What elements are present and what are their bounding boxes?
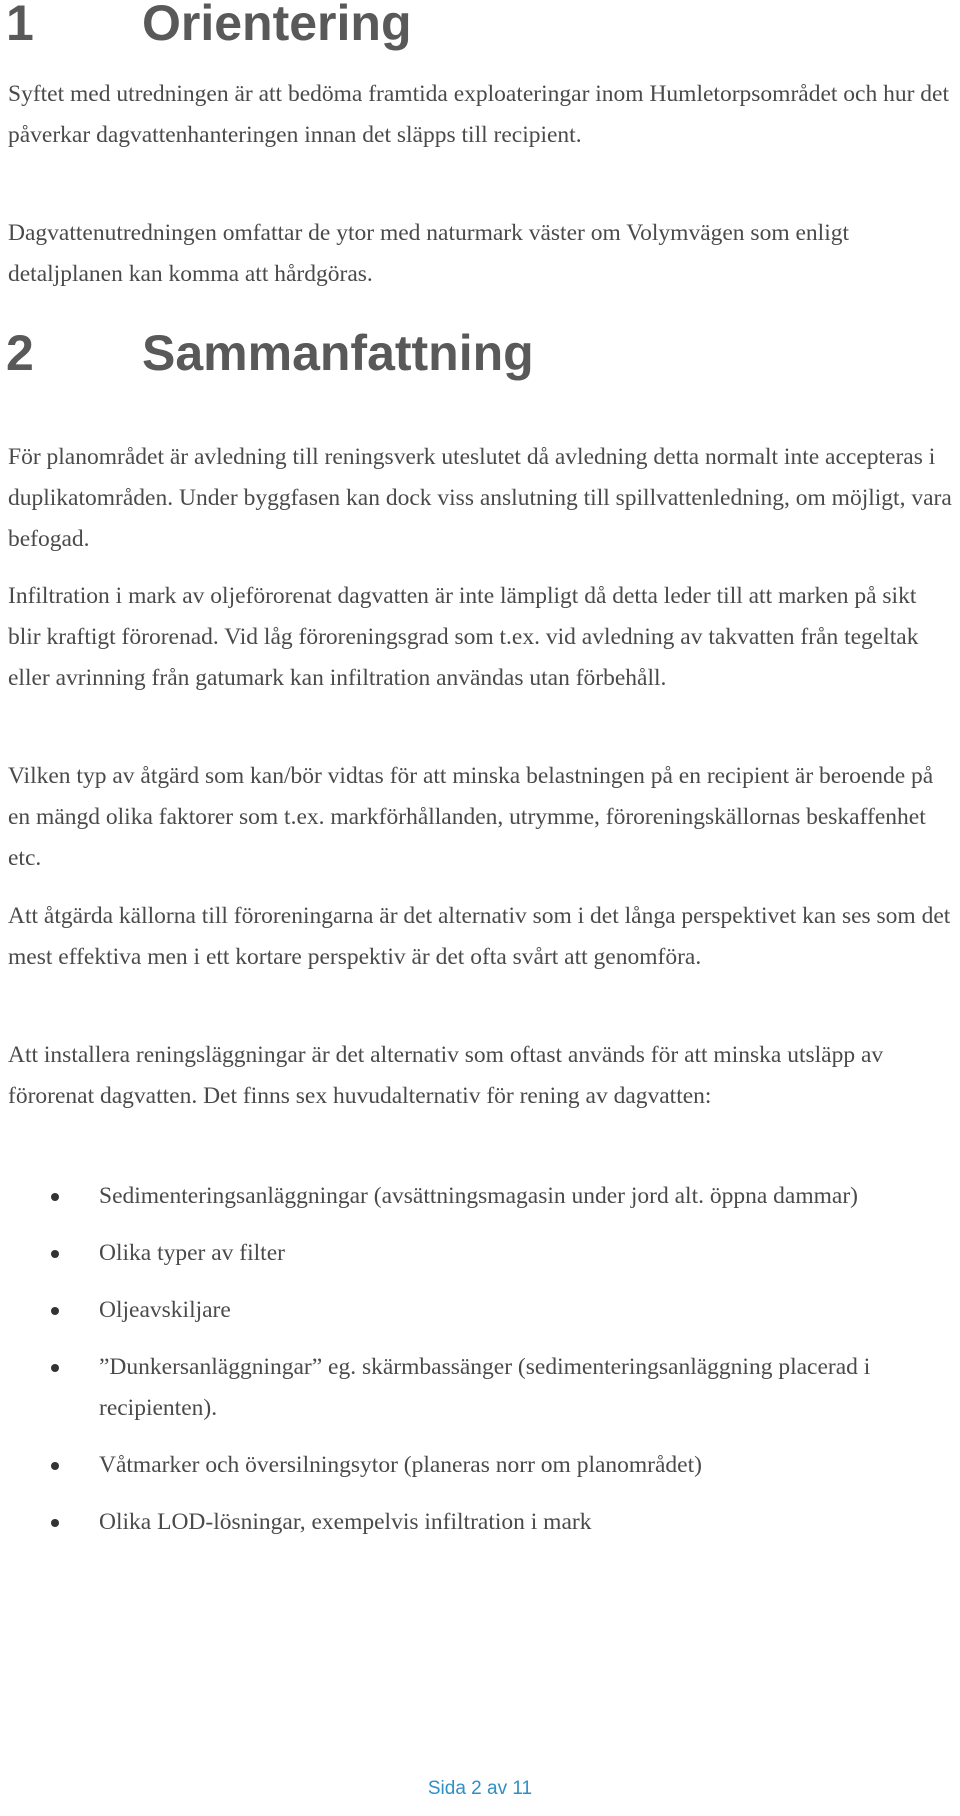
section-1-number: 1 (6, 0, 34, 51)
list-item (0, 1290, 960, 1331)
section-2-paragraph-1: För planområdet är avledning till reningsverk uteslutet då avledning detta normalt inte accepteras i duplikatområden. Under byggfasen kan dock viss anslutning till spillvattenledning, om möjligt, vara befogad. (8, 444, 952, 552)
bullet-dot-icon (51, 1250, 59, 1258)
list-item (0, 1233, 960, 1274)
section-2-number: 2 (6, 325, 34, 381)
section-2-title: Sammanfattning (142, 325, 534, 381)
section-2-heading (6, 325, 534, 381)
list-item (0, 1502, 960, 1543)
list-item-text: ”Dunkersanläggningar” eg. skärmbassänger (sedimenteringsanläggning placerad i recipienten). (99, 1354, 871, 1421)
list-item-text: Våtmarker och översilningsytor (planeras norr om planområdet) (99, 1452, 702, 1478)
list-item (0, 1176, 960, 1217)
bullet-dot-icon (51, 1519, 59, 1527)
section-2-paragraph-4: Att åtgärda källorna till föroreningarna är det alternativ som i det långa perspektivet kan ses som det mest effektiva men i ett kortare perspektiv är det ofta svårt att genomföra. (8, 903, 951, 970)
bullet-dot-icon (51, 1307, 59, 1315)
bullet-dot-icon (51, 1462, 59, 1470)
list-item-text: Olika typer av filter (99, 1240, 285, 1266)
list-item (0, 1445, 960, 1486)
section-2-paragraph-2: Infiltration i mark av oljeförorenat dagvatten är inte lämpligt då detta leder till att marken på sikt blir kraftigt förorenad. Vid låg föroreningsgrad som t.ex. vid avledning av takvatten från tegeltak eller avrinning från gatumark kan infiltration användas utan förbehåll. (8, 583, 919, 691)
section-1-paragraph-2: Dagvattenutredningen omfattar de ytor med naturmark väster om Volymvägen som enligt detaljplanen kan komma att hårdgöras. (8, 220, 849, 287)
section-1-title: Orientering (142, 0, 412, 51)
treatment-alternatives-list (0, 1176, 960, 1559)
list-item-text: Sedimenteringsanläggningar (avsättningsmagasin under jord alt. öppna dammar) (99, 1183, 858, 1209)
page-number-footer: Sida 2 av 11 (427, 1778, 533, 1799)
list-item-text: Olika LOD-lösningar, exempelvis infiltration i mark (99, 1509, 592, 1535)
list-item-text: Oljeavskiljare (99, 1297, 231, 1323)
bullet-dot-icon (51, 1364, 59, 1372)
bullet-dot-icon (51, 1193, 59, 1201)
section-2-paragraph-5: Att installera reningsläggningar är det alternativ som oftast används för att minska utsläpp av förorenat dagvatten. Det finns sex huvudalternativ för rening av dagvatten: (8, 1042, 884, 1109)
list-item (0, 1347, 960, 1429)
section-1-heading (6, 0, 412, 51)
section-2-paragraph-3: Vilken typ av åtgärd som kan/bör vidtas för att minska belastningen på en recipient är beroende på en mängd olika faktorer som t.ex. markförhållanden, utrymme, föroreningskällornas beskaffenhet etc. (8, 763, 934, 871)
section-1-paragraph-1: Syftet med utredningen är att bedöma framtida exploateringar inom Humletorpsområdet och hur det påverkar dagvattenhanteringen innan det släpps till recipient. (8, 81, 950, 148)
